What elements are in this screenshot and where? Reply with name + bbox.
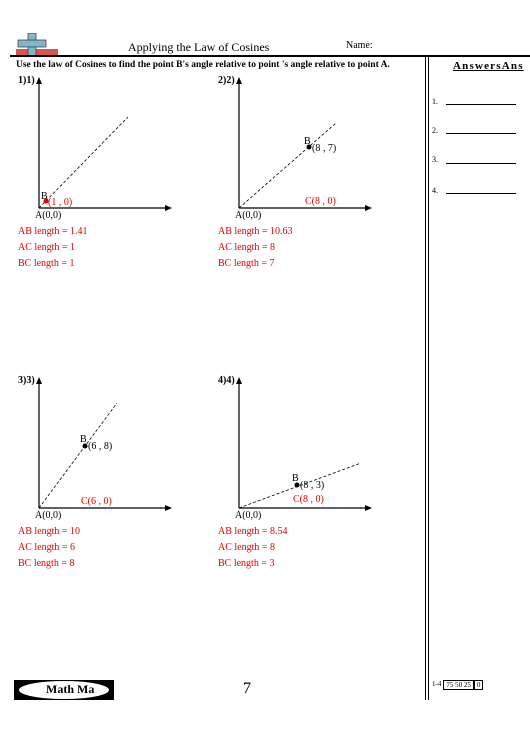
score-range: 1-4 (432, 680, 442, 688)
bc-length: BC length = 7 (218, 258, 275, 269)
origin-label: A(0,0) (235, 210, 262, 221)
problem-number: 1)1) (18, 75, 35, 86)
header-divider (10, 55, 530, 57)
point-c-label: C(6 , 0) (81, 496, 112, 507)
ac-length: AC length = 1 (18, 242, 76, 253)
page-number: 7 (243, 680, 251, 697)
point-b-label: B (41, 191, 48, 202)
answer-field-3[interactable] (446, 163, 516, 164)
point-b-label: B (292, 473, 299, 484)
answer-field-4[interactable] (446, 193, 516, 194)
coordinate-graph (218, 375, 398, 525)
ac-length: AC length = 8 (218, 242, 276, 253)
point-c-label: C(8 , 0) (293, 494, 324, 505)
worksheet-title: Applying the Law of Cosines (128, 40, 270, 54)
problem-1 (18, 75, 218, 315)
point-b-label: B (304, 136, 311, 147)
bc-length: BC length = 8 (18, 558, 75, 569)
answer-label-3: 3. (432, 155, 438, 164)
answer-label-4: 4. (432, 186, 438, 195)
brand-text: Math Ma (46, 682, 95, 696)
point-b-coord: (6 , 8) (88, 441, 113, 452)
worksheet-logo (14, 33, 60, 57)
problem-3 (18, 375, 218, 615)
answers-title: AnswersAns (453, 60, 524, 72)
coordinate-graph (218, 75, 398, 225)
problem-number: 2)2) (218, 75, 235, 86)
ab-length: AB length = 10.63 (218, 226, 293, 237)
problem-4 (218, 375, 418, 615)
coordinate-graph (18, 375, 198, 525)
problem-number: 4)4) (218, 375, 235, 386)
bc-length: BC length = 1 (18, 258, 75, 269)
point-c-label: C(8 , 0) (305, 196, 336, 207)
origin-label: A(0,0) (35, 210, 62, 221)
ab-length: AB length = 8.54 (218, 526, 288, 537)
coordinate-graph (18, 75, 198, 225)
bc-length: BC length = 3 (218, 558, 275, 569)
name-label: Name: (346, 40, 373, 51)
origin-label: A(0,0) (235, 510, 262, 521)
ac-length: AC length = 6 (18, 542, 76, 553)
point-b-coord: (1 , 0) (48, 197, 73, 208)
score-values: 75 50 25 (443, 680, 474, 690)
point-b-coord: (8 , 7) (312, 143, 337, 154)
problem-number: 3)3) (18, 375, 35, 386)
ab-length: AB length = 1.41 (18, 226, 88, 237)
point-b-label: B (80, 434, 87, 445)
instructions: Use the law of Cosines to find the point B's angle relative to point 's angle relative to point A. (16, 60, 390, 70)
point-b-coord: (8 , 3) (300, 480, 325, 491)
answer-field-1[interactable] (446, 104, 516, 105)
ac-length: AC length = 8 (218, 542, 276, 553)
ab-length: AB length = 10 (18, 526, 81, 537)
column-divider (425, 57, 429, 700)
answer-field-2[interactable] (446, 133, 516, 134)
score-table (430, 680, 483, 690)
score-zero: 0 (474, 680, 484, 690)
answer-label-2: 2. (432, 126, 438, 135)
answer-label-1: 1. (432, 97, 438, 106)
origin-label: A(0,0) (35, 510, 62, 521)
problem-2 (218, 75, 418, 315)
